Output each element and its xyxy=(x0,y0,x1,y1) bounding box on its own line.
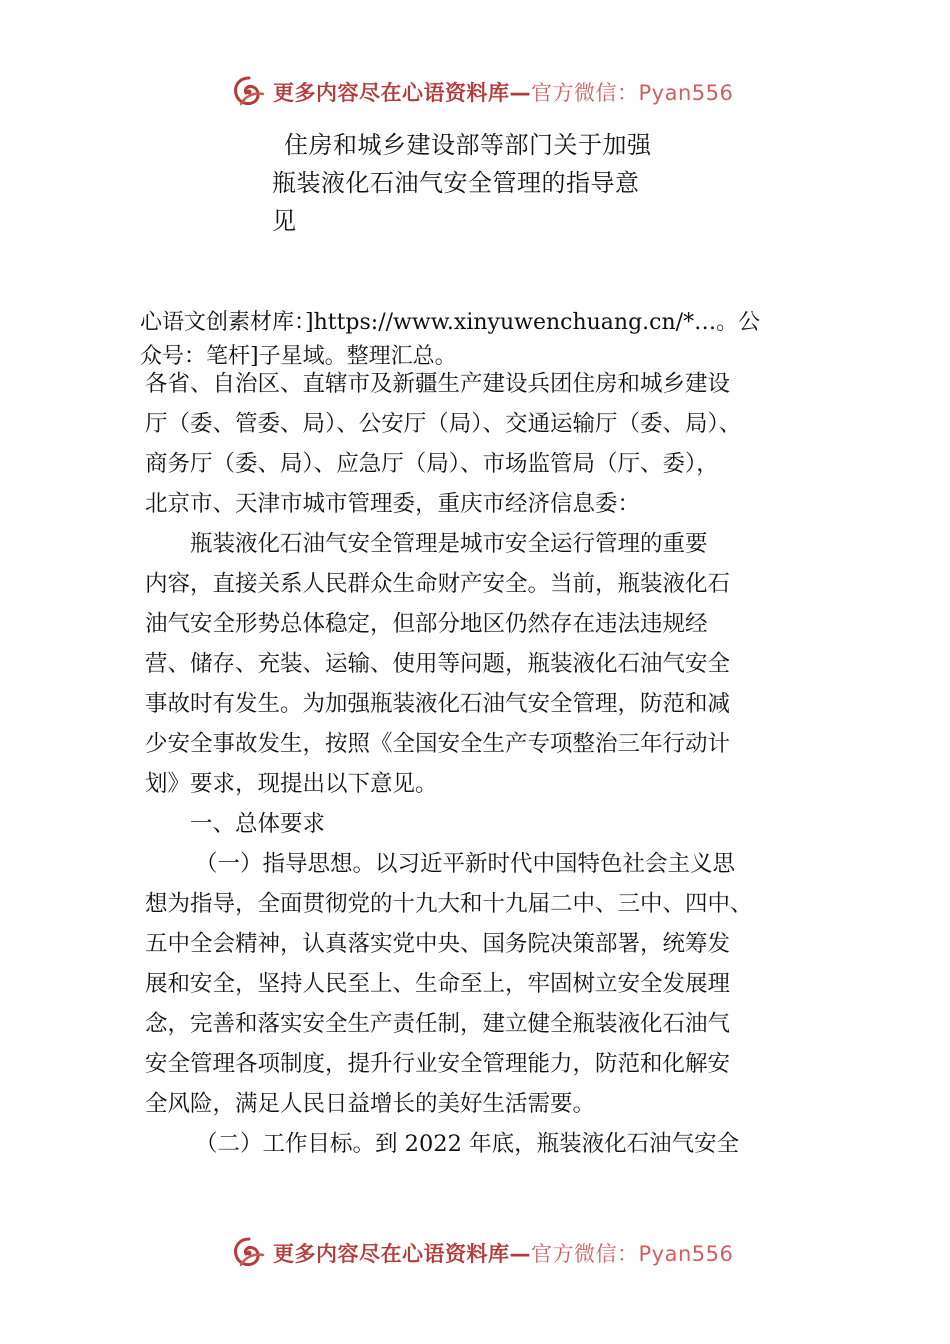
swirl-logo-icon xyxy=(231,74,267,110)
item2-line: （二）工作目标。到 2022 年底，瓶装液化石油气安全 xyxy=(195,1131,740,1157)
title-line: 瓶装液化石油气安全管理的指导意 xyxy=(272,169,640,197)
title-line: 见 xyxy=(272,207,297,235)
addressee-line: 各省、自治区、直辖市及新疆生产建设兵团住房和城乡建设 xyxy=(145,371,731,397)
section-heading: 一、总体要求 xyxy=(190,811,326,837)
intro-line: 少安全事故发生，按照《全国安全生产专项整治三年行动计 xyxy=(145,731,731,757)
swirl-logo-icon xyxy=(231,1235,267,1271)
banner-text xyxy=(273,1238,733,1268)
item1-line: 展和安全，坚持人民至上、生命至上，牢固树立安全发展理 xyxy=(145,971,731,997)
item1-line: 念，完善和落实安全生产责任制，建立健全瓶装液化石油气 xyxy=(145,1011,731,1037)
banner-slogan: 更多内容尽在心语资料库— xyxy=(273,81,531,105)
source-line: 众号：笔杆]子星域。整理汇总。 xyxy=(140,344,457,369)
addressee-line: 商务厅（委、局）、应急厅（局）、市场监管局（厅、委）， xyxy=(145,451,719,477)
addressee-line: 北京市、天津市城市管理委，重庆市经济信息委： xyxy=(145,491,641,517)
item1-line: 全风险，满足人民日益增长的美好生活需要。 xyxy=(145,1091,596,1117)
banner-wechat: 官方微信：Pyan556 xyxy=(531,81,734,105)
banner-wechat: 官方微信：Pyan556 xyxy=(531,1242,734,1266)
item1-line: 五中全会精神，认真落实党中央、国务院决策部署，统筹发 xyxy=(145,931,731,957)
header-banner xyxy=(231,72,751,112)
footer-banner xyxy=(231,1233,751,1273)
intro-line: 油气安全形势总体稳定，但部分地区仍然存在违法违规经 xyxy=(145,611,708,637)
document-title xyxy=(272,126,672,240)
intro-line: 事故时有发生。为加强瓶装液化石油气安全管理，防范和减 xyxy=(145,691,731,717)
item1-line: 想为指导，全面贯彻党的十九大和十九届二中、三中、四中、 xyxy=(145,891,753,917)
document-body xyxy=(145,364,815,1164)
intro-line: 瓶装液化石油气安全管理是城市安全运行管理的重要 xyxy=(190,531,708,557)
banner-slogan: 更多内容尽在心语资料库— xyxy=(273,1242,531,1266)
addressee-line: 厅（委、管委、局）、公安厅（局）、交通运输厅（委、局）、 xyxy=(145,411,742,437)
source-line: 心语文创素材库：]https://www.xinyuwenchuang.cn/*…。公 xyxy=(140,310,761,335)
intro-line: 内容，直接关系人民群众生命财产安全。当前，瓶装液化石 xyxy=(145,571,731,597)
banner-text xyxy=(273,77,733,107)
item1-line: （一）指导思想。以习近平新时代中国特色社会主义思 xyxy=(195,851,736,877)
title-line: 住房和城乡建设部等部门关于加强 xyxy=(284,131,652,159)
item1-line: 安全管理各项制度，提升行业安全管理能力，防范和化解安 xyxy=(145,1051,731,1077)
intro-line: 划》要求，现提出以下意见。 xyxy=(145,771,438,797)
intro-line: 营、储存、充装、运输、使用等问题，瓶装液化石油气安全 xyxy=(145,651,731,677)
